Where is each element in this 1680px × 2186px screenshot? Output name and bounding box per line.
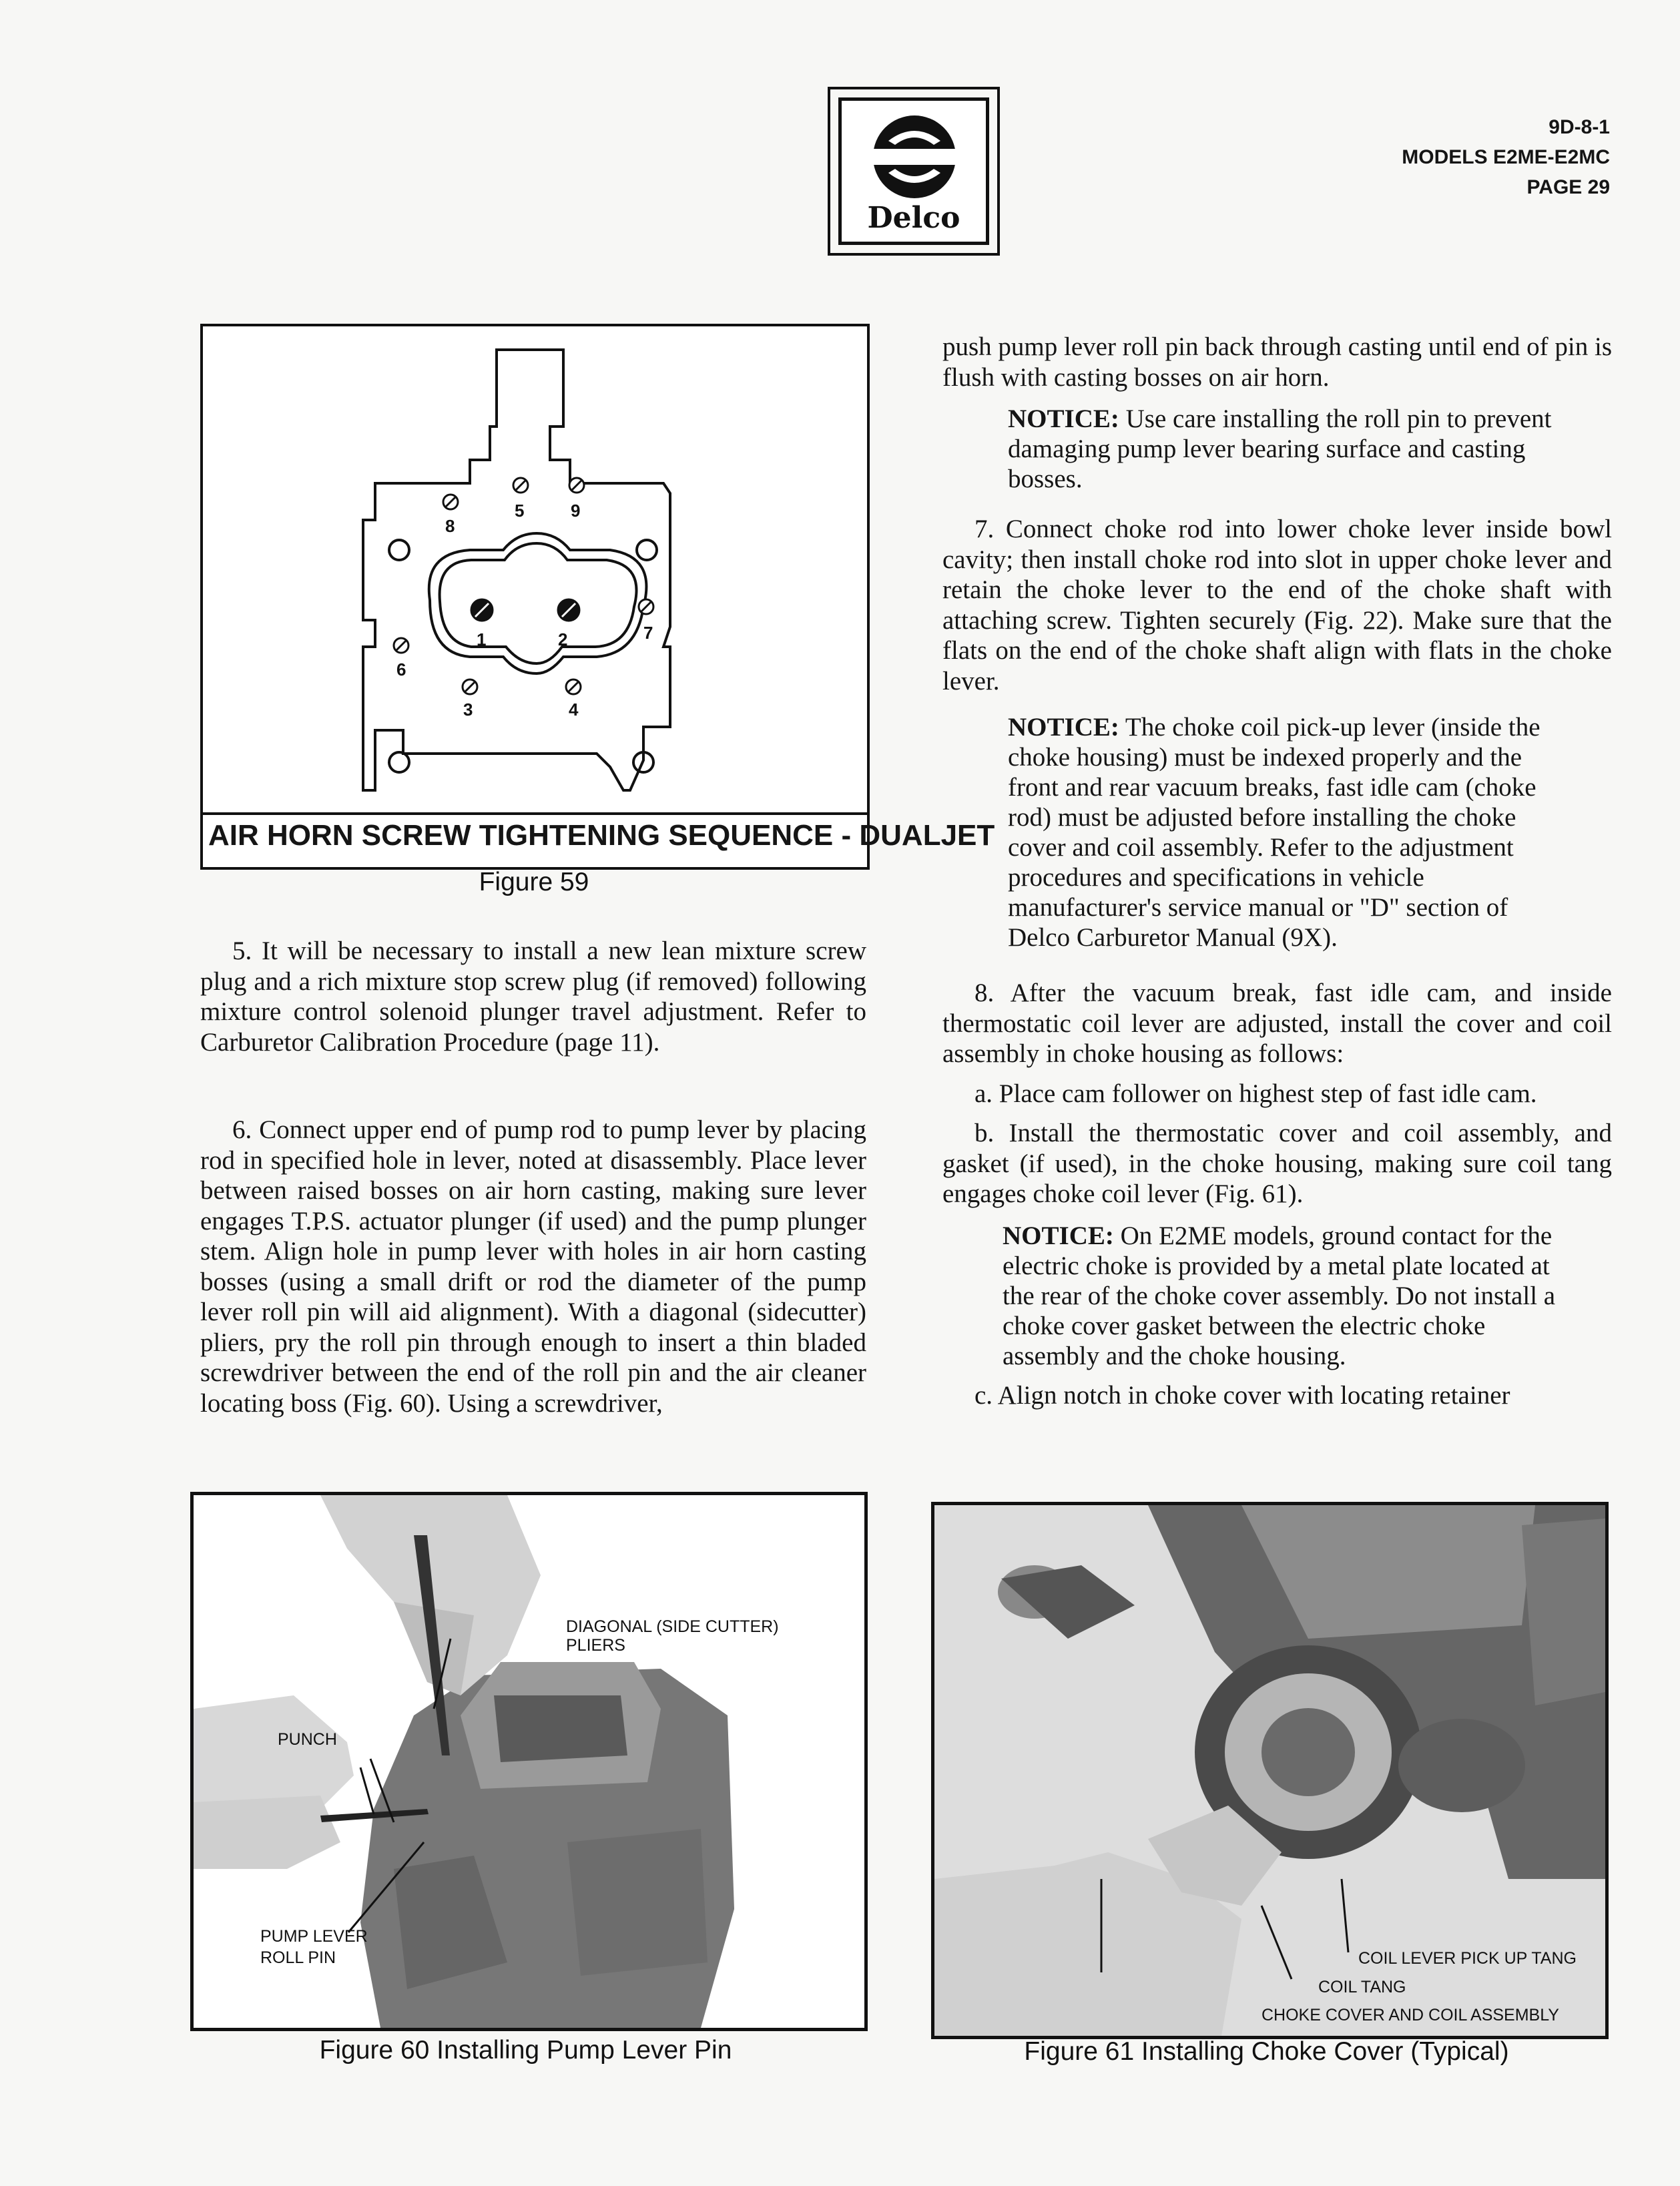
notice-roll-pin	[1008, 404, 1569, 494]
notice-text: The choke coil pick-up lever (inside the choke housing) must be indexed properly and the front and rear vacuum breaks, fast idle cam (choke rod) must be adjusted before installing the choke cover and coil assembly. Refer to the adjustment procedures and specifications in vehicle manufacturer's service manual or "D" section of Delco Carburetor Manual (9X).	[1008, 713, 1541, 952]
models-label: MODELS E2ME-E2MC	[1402, 146, 1610, 168]
page-number: PAGE 29	[1526, 176, 1610, 198]
page-header-info	[1209, 112, 1610, 202]
label-diagonal-pliers: DIAGONAL (SIDE CUTTER) PLIERS	[566, 1617, 779, 1655]
screw-number-6: 6	[396, 659, 406, 679]
logo-text: Delco	[867, 201, 960, 235]
label-punch: PUNCH	[278, 1730, 337, 1749]
paragraph-7: 7. Connect choke rod into lower choke lever inside bowl cavity; then install choke rod into slot in upper choke lever and retain the choke lever to the end of the choke shaft with attaching screw. Tighten securely (Fig. 22). Make sure that the flats on the end of the choke shaft align with flats in the choke lever.	[942, 515, 1612, 696]
screw-number-3: 3	[463, 700, 473, 720]
screw-number-4: 4	[569, 700, 579, 720]
figure-61-caption: Figure 61 Installing Choke Cover (Typical)	[1024, 2037, 1509, 2066]
notice-label: NOTICE:	[1008, 713, 1119, 742]
section-number: 9D-8-1	[1549, 116, 1610, 138]
screw-number-7: 7	[643, 623, 653, 643]
paragraph-8c: c. Align notch in choke cover with locating retainer	[974, 1380, 1510, 1410]
screw-number-1: 1	[477, 629, 487, 649]
paragraph-5: 5. It will be necessary to install a new lean mixture screw plug and a rich mixture stop screw plug (if removed) following mixture control solenoid plunger travel adjustment. Refer to Carburetor Calibration Procedure (page 11).	[200, 936, 866, 1057]
left-column	[200, 936, 866, 1418]
right-column	[942, 332, 1612, 1410]
paragraph-8: 8. After the vacuum break, fast idle cam, and inside thermostatic coil lever are adjusted, install the cover and coil assembly in choke housing as follows:	[942, 979, 1612, 1068]
label-pump-lever-roll-pin: PUMP LEVER ROLL PIN	[260, 1927, 368, 1967]
notice-text: Use care installing the roll pin to prevent damaging pump lever bearing surface and casting bosses.	[1008, 404, 1552, 493]
figure-61-photo	[931, 1502, 1609, 2039]
paragraph-8b: b. Install the thermostatic cover and coil assembly, and gasket (if used), in the choke housing, making sure coil tang engages choke coil lever (Fig. 61).	[942, 1119, 1612, 1208]
delco-logo	[828, 87, 1000, 256]
notice-e2me-ground	[1003, 1221, 1581, 1371]
figure-60-photo	[190, 1492, 868, 2031]
paragraph-6-continued: push pump lever roll pin back through casting until end of pin is flush with casting bosses on air horn.	[942, 332, 1613, 392]
figure-59-banner: AIR HORN SCREW TIGHTENING SEQUENCE - DUALJET	[208, 819, 995, 852]
figure-59	[200, 324, 995, 870]
screw-number-9: 9	[571, 501, 581, 521]
figure-59-caption: Figure 59	[479, 868, 589, 896]
paragraph-8a: a. Place cam follower on highest step of fast idle cam.	[974, 1079, 1537, 1108]
label-coil-lever-pick-up-tang: COIL LEVER PICK UP TANG	[1358, 1949, 1577, 1968]
label-coil-tang: COIL TANG	[1318, 1978, 1406, 1996]
notice-label: NOTICE:	[1003, 1221, 1114, 1250]
screw-number-5: 5	[515, 501, 525, 521]
label-choke-cover-and-coil-assembly: CHOKE COVER AND COIL ASSEMBLY	[1262, 2006, 1559, 2024]
screw-number-8: 8	[445, 516, 455, 536]
notice-text: On E2ME models, ground contact for the electric choke is provided by a metal plate located at the rear of the choke cover assembly. Do not install a choke cover gasket between the electric choke assembly and the choke housing.	[1003, 1221, 1556, 1370]
paragraph-6: 6. Connect upper end of pump rod to pump lever by placing rod in specified hole in lever, noted at disassembly. Place lever between raised bosses on air horn casting, making sure lever engages T.P.S. actuator plunger (if used) and the pump plunger stem. Align hole in pump lever with holes in air horn casting bosses (using a small drift or rod the diameter of the pump lever roll pin will aid alignment). With a diagonal (sidecutter) pliers, pry the roll pin through enough to insert a thin bladed screwdriver between the end of the roll pin and the air cleaner locating boss (Fig. 60). Using a screwdriver,	[200, 1115, 866, 1418]
notice-label: NOTICE:	[1008, 404, 1119, 433]
screw-number-2: 2	[558, 629, 568, 649]
notice-choke-coil	[1008, 712, 1550, 952]
figure-60-caption: Figure 60 Installing Pump Lever Pin	[319, 2036, 732, 2065]
air-horn-diagram	[203, 326, 867, 807]
